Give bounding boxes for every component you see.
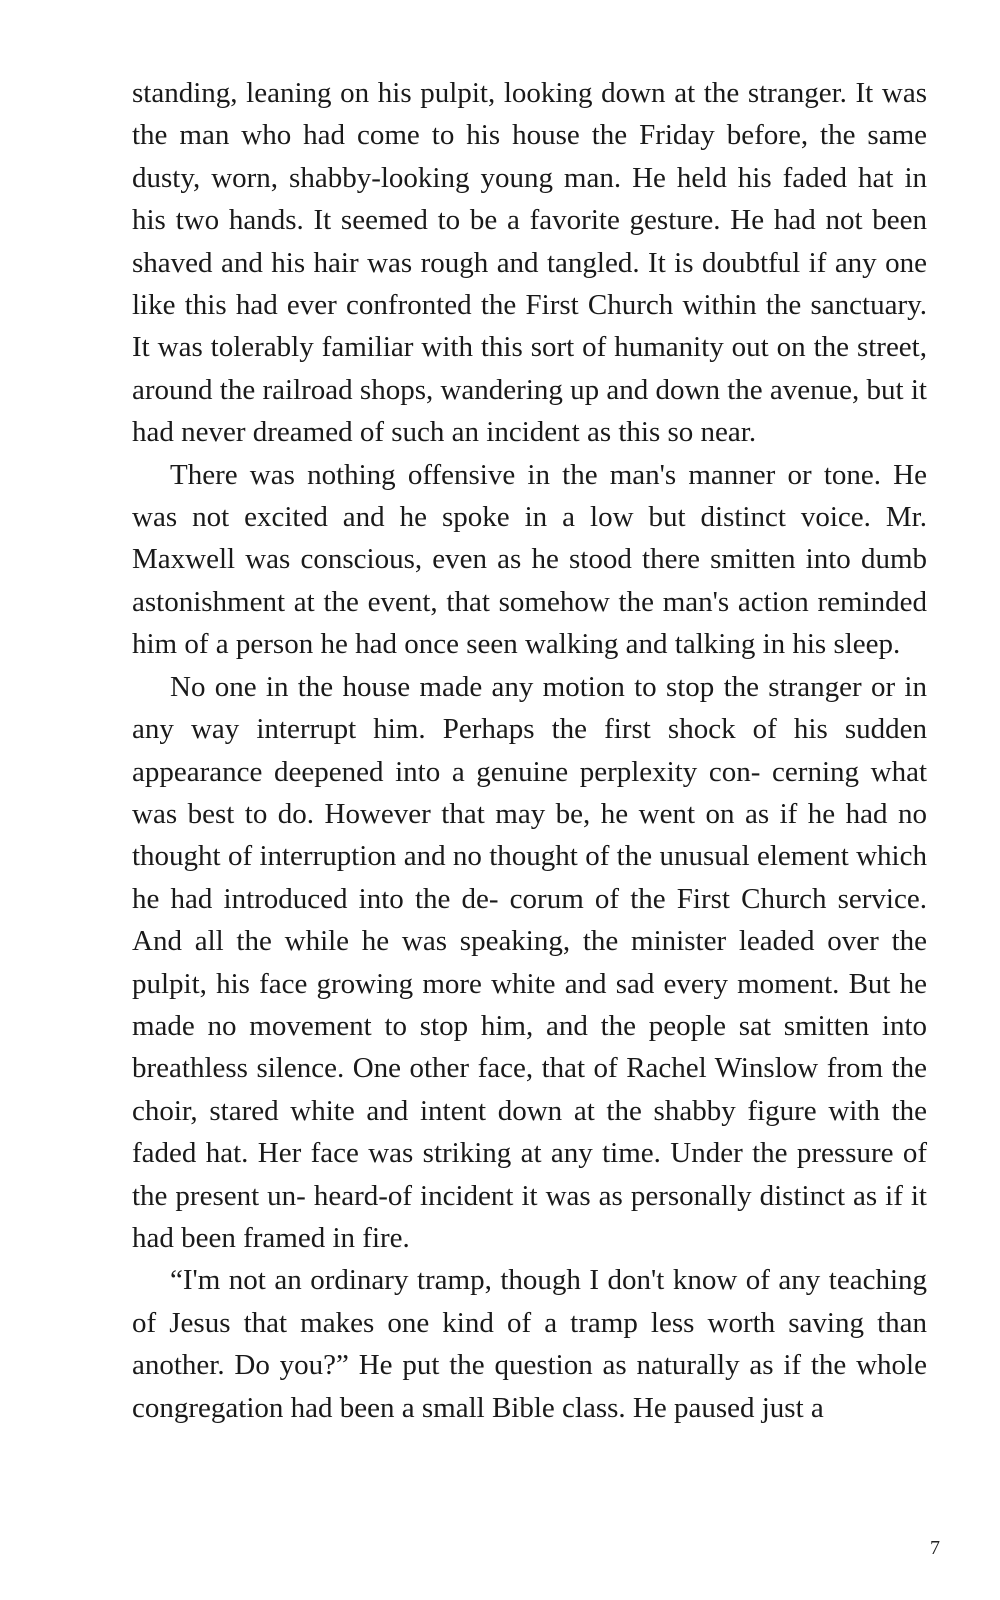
paragraph-1: standing, leaning on his pulpit, looking down at the stranger. It was the man who had come to his house the Friday before, the same dusty, worn, shabby-looking young man. He held his faded hat in his two hands. It seemed to be a favorite gesture. He had not been shaved and his hair was rough and tangled. It is doubtful if any one like this had ever confronted the First Church within the sanctuary. It was tolerably familiar with this sort of humanity out on the street, around the railroad shops, wandering up and down the avenue, but it had never dreamed of such an incident as this so near. <box>132 77 927 449</box>
paragraph-3: No one in the house made any motion to stop the stranger or in any way interrupt him. Perhaps the first shock of his sudden appearance deepened into a genuine perplexity con- cerning what was best to do. However that may be, he went on as if he had no thought of interruption and no thought of the unusual element which he had introduced into the de- corum of the First Church service. And all the while he was speaking, the minister leaded over the pulpit, his face growing more white and sad every moment. But he made no movement to stop him, and the people sat smitten into breathless silence. One other face, that of Rachel Winslow from the choir, stared white and intent down at the shabby figure with the faded hat. Her face was striking at any time. Under the pressure of the present un- heard-of incident it was as personally distinct as if it had been framed in fire. <box>132 670 927 1254</box>
paragraph-2: There was nothing offensive in the man's manner or tone. He was not excited and he spoke in a low but distinct voice. Mr. Maxwell was conscious, even as he stood there smitten into dumb astonishment at the event, that somehow the man's action reminded him of a person he had once seen walking and talking in his sleep. <box>132 458 927 661</box>
paragraph-4: “I'm not an ordinary tramp, though I don't know of any teaching of Jesus that makes one kind of a tramp less worth saving than another. Do you?” He put the question as naturally as if the whole congregation had been a small Bible class. He paused just a <box>132 1264 927 1424</box>
page-body <box>132 72 927 1429</box>
page-number: 7 <box>930 1537 940 1559</box>
